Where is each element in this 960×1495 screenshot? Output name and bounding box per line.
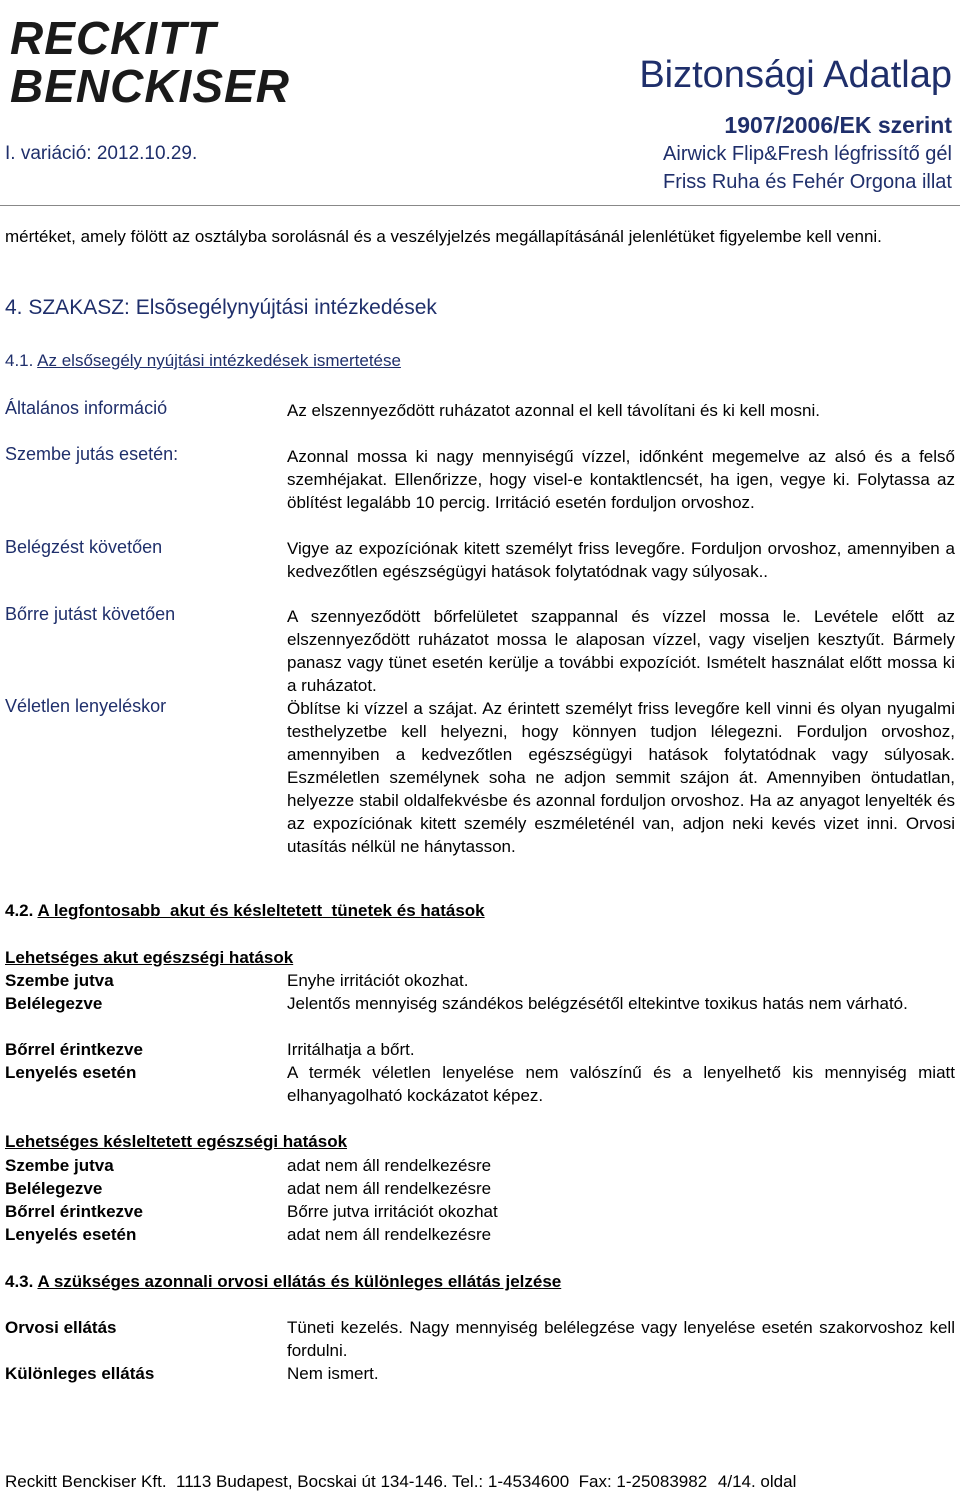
subsection-title: A szükséges azonnali orvosi ellátás és különleges ellátás jelzése	[37, 1272, 562, 1291]
row-text-ingestion: Öblítse ki vízzel a szájat. Az érintett személyt friss levegőre kell vinni és olyan nyugalmi testhelyzetbe kell helyezni, hogy könnyen tudjon lélegezni. Forduljon orvoshoz, amennyiben a kedvezőtlen egészségügyi hatások folytatódnak vagy súlyosak. Eszméletlen személynek soha ne adjon semmit szájon át. Amennyiben öntudatlan, helyezze stabil oldalfekvésbe és azonnal forduljon orvoshoz. Ha az anyagot lenyelték és az expozíciónak kitett személy eszméleténél van, adjon neki kevés vizet inni. Orvosi utasítás nélkül ne hánytasson.	[287, 699, 955, 856]
row-text-general: Az elszennyeződött ruházatot azonnal el kell távolítani és ki kell mosni.	[287, 401, 820, 420]
acute-label-ingestion: Lenyelés esetén	[5, 1063, 137, 1082]
subsection-title: A legfontosabb akut és késleltetett tünetek és hatások	[37, 901, 485, 920]
delayed-label-eye: Szembe jutva	[5, 1156, 114, 1175]
delayed-text-ingestion: adat nem áll rendelkezésre	[287, 1225, 492, 1244]
product-name-line-2: Friss Ruha és Fehér Orgona illat	[662, 171, 952, 193]
acute-text-skin: Irritálhatja a bőrt.	[287, 1040, 415, 1059]
acute-label-inhalation: Belélegezve	[5, 994, 103, 1013]
subsection-title: Az elsősegély nyújtási intézkedések ismertetése	[37, 351, 401, 370]
subsection-4-2-heading	[5, 899, 485, 922]
delayed-label-ingestion: Lenyelés esetén	[5, 1225, 137, 1244]
row-text-inhalation: Vigye az expozíciónak kitett személyt friss levegőre. Forduljon orvoshoz, amennyiben a kedvezőtlen egészségügyi hatások folytatódnak vagy súlyosak..	[287, 539, 955, 581]
subsection-4-1-heading	[5, 349, 401, 372]
row-label-skin: Bőrre jutást követően	[5, 604, 176, 624]
delayed-label-skin: Bőrrel érintkezve	[5, 1202, 143, 1221]
regulation-reference: 1907/2006/EK szerint	[724, 112, 952, 138]
footer-page-number: 4/14. oldal	[717, 1472, 797, 1491]
logo-line-1: RECKITT	[10, 12, 217, 64]
intro-paragraph: mértéket, amely fölött az osztályba sorolásnál és a veszélyjelzés megállapításánál jelenlétüket figyelembe kell venni.	[5, 227, 882, 246]
delayed-text-inhalation: adat nem áll rendelkezésre	[287, 1179, 492, 1198]
row-text-eye: Azonnal mossa ki nagy mennyiségű vízzel, időnként megemelve az alsó és a felső szemhéjakat. Ellenőrizze, hogy visel-e kontaktlencsét, ha igen, vegye ki. Folytassa az öblítést legalább 10 percig. Irritáció esetén forduljon orvoshoz.	[287, 447, 955, 512]
footer-company-info: Reckitt Benckiser Kft. 1113 Budapest, Bocskai út 134-146. Tel.: 1-4534600 Fax: 1-25083982	[5, 1472, 708, 1491]
acute-text-ingestion: A termék véletlen lenyelése nem valószínű és a lenyelhető kis mennyiség miatt elhanyagolható kockázatot képez.	[287, 1063, 955, 1105]
special-care-text: Nem ismert.	[287, 1364, 379, 1383]
row-label-inhalation: Belégzést követően	[5, 537, 163, 557]
company-logo	[8, 8, 298, 108]
subsection-4-3-heading	[5, 1270, 561, 1293]
medical-care-label: Orvosi ellátás	[5, 1318, 117, 1337]
row-label-general: Általános információ	[5, 398, 168, 418]
special-care-label: Különleges ellátás	[5, 1364, 155, 1383]
delayed-text-eye: adat nem áll rendelkezésre	[287, 1156, 492, 1175]
header-divider	[0, 205, 960, 206]
section-4-heading: 4. SZAKASZ: Elsõsegélynyújtási intézkedések	[5, 296, 437, 319]
row-label-ingestion: Véletlen lenyeléskor	[5, 696, 167, 716]
variation-date: I. variáció: 2012.10.29.	[5, 143, 198, 164]
delayed-label-inhalation: Belélegezve	[5, 1179, 103, 1198]
subsection-number: 4.3.	[5, 1272, 34, 1291]
delayed-effects-heading: Lehetséges késleltetett egészségi hatások	[5, 1132, 348, 1151]
row-text-skin: A szennyeződött bőrfelületet szappannal és vízzel mossa le. Levétele előtt az elszennyeződött ruházatot mossa le alaposan vízzel, vagy viseljen kesztyűt. Bármely panasz vagy tünet esetén kerülje a további expozíciót. Ismételt használat előtt mossa ki a ruházatot.	[287, 607, 955, 695]
subsection-number: 4.2.	[5, 901, 34, 920]
acute-label-skin: Bőrrel érintkezve	[5, 1040, 143, 1059]
acute-text-eye: Enyhe irritációt okozhat.	[287, 971, 469, 990]
subsection-number: 4.1.	[5, 351, 34, 370]
acute-effects-heading: Lehetséges akut egészségi hatások	[5, 948, 294, 967]
product-name-line-1: Airwick Flip&Fresh légfrissítő gél	[663, 143, 952, 165]
acute-label-eye: Szembe jutva	[5, 971, 114, 990]
product-name	[663, 140, 952, 196]
page-footer	[5, 1471, 796, 1493]
logo-line-2: BENCKISER	[10, 60, 290, 108]
delayed-text-skin: Bőrre jutva irritációt okozhat	[287, 1202, 498, 1221]
document-title: Biztonsági Adatlap	[639, 54, 952, 96]
row-label-eye: Szembe jutás esetén:	[5, 444, 179, 464]
acute-text-inhalation: Jelentős mennyiség szándékos belégzésétől eltekintve toxikus hatás nem várható.	[287, 994, 908, 1013]
medical-care-text: Tüneti kezelés. Nagy mennyiség belélegzése vagy lenyelése esetén szakorvoshoz kell fordulni.	[287, 1318, 955, 1360]
